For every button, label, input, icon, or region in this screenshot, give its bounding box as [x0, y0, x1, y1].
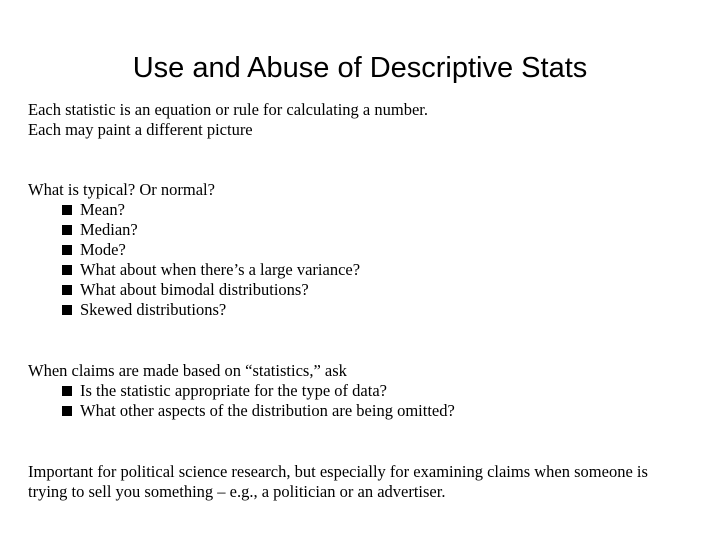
- bullet-item: [28, 401, 455, 421]
- bullet-item: [28, 300, 360, 320]
- square-bullet-icon: [62, 285, 72, 295]
- important-line-1: Important for political science research, but especially for examining claims when someone is: [28, 462, 648, 481]
- square-bullet-icon: [62, 265, 72, 275]
- square-bullet-icon: [62, 245, 72, 255]
- square-bullet-icon: [62, 386, 72, 396]
- bullet-item-text: Mode?: [80, 240, 126, 259]
- intro-line-2: Each may paint a different picture: [28, 120, 253, 139]
- claims-heading: When claims are made based on “statistics,” ask: [28, 361, 347, 380]
- bullet-item-text: Is the statistic appropriate for the type of data?: [80, 381, 387, 400]
- bullet-item: [28, 200, 360, 220]
- bullet-item-text: Skewed distributions?: [80, 300, 227, 319]
- bullet-item: [28, 260, 360, 280]
- bullet-item-text: Mean?: [80, 200, 125, 219]
- claims-block: [28, 361, 455, 421]
- square-bullet-icon: [62, 305, 72, 315]
- square-bullet-icon: [62, 205, 72, 215]
- bullet-item: [28, 381, 455, 401]
- bullet-item-text: Median?: [80, 220, 138, 239]
- typical-block: [28, 180, 360, 320]
- slide-title: Use and Abuse of Descriptive Stats: [132, 52, 588, 84]
- bullet-item: [28, 240, 360, 260]
- square-bullet-icon: [62, 406, 72, 416]
- square-bullet-icon: [62, 225, 72, 235]
- bullet-item-text: What about bimodal distributions?: [80, 280, 309, 299]
- important-line-2: trying to sell you something – e.g., a politician or an advertiser.: [28, 482, 446, 501]
- typical-heading: What is typical? Or normal?: [28, 180, 215, 199]
- intro-block: [28, 100, 428, 140]
- bullet-item: [28, 220, 360, 240]
- important-block: [28, 462, 648, 502]
- bullet-item-text: What other aspects of the distribution are being omitted?: [80, 401, 455, 420]
- bullet-item-text: What about when there’s a large variance?: [80, 260, 361, 279]
- intro-line-1: Each statistic is an equation or rule for calculating a number.: [28, 100, 428, 119]
- bullet-item: [28, 280, 360, 300]
